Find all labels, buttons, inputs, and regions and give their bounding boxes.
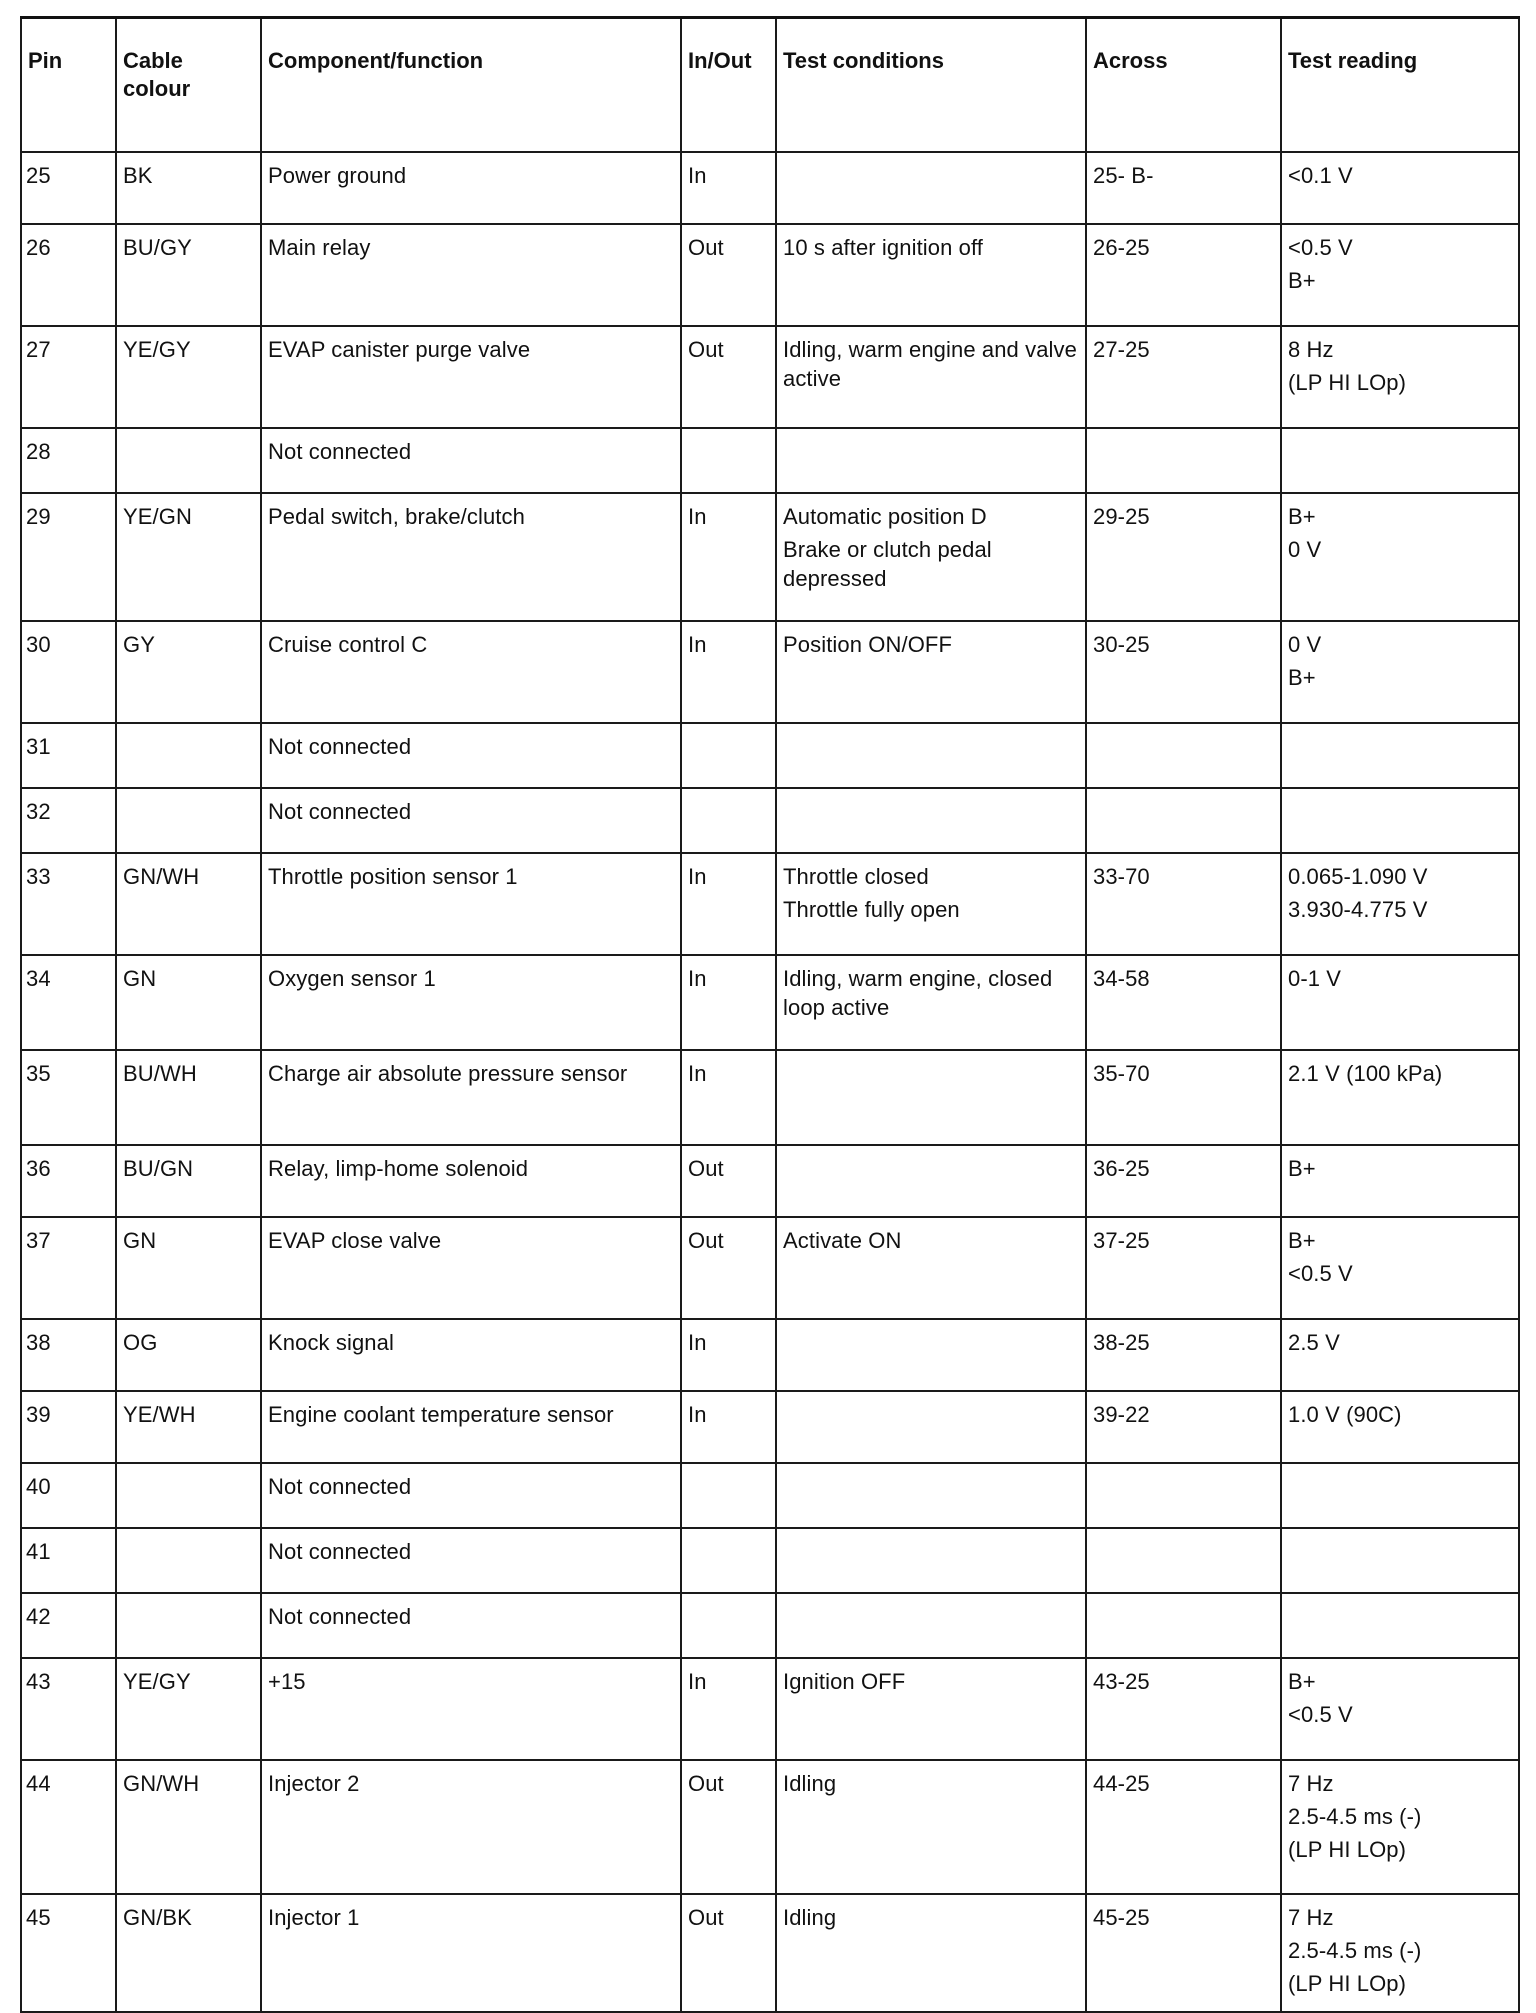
across-cell	[1086, 1463, 1281, 1528]
test-conditions-cell-line: Idling, warm engine and valve active	[783, 337, 1077, 391]
across-cell: 33-70	[1086, 853, 1281, 955]
test-reading-cell	[1281, 1760, 1519, 1894]
test-conditions-cell	[776, 1463, 1086, 1528]
test-reading-cell	[1281, 723, 1519, 788]
in-out-cell	[681, 1528, 776, 1593]
header-test-reading: Test reading	[1281, 18, 1519, 153]
cable-colour-cell: GN	[116, 955, 261, 1050]
test-reading-cell-line: B+	[1288, 504, 1316, 529]
test-reading-cell-line: (LP HI LOp)	[1288, 1971, 1407, 1996]
test-reading-cell-line: B+	[1288, 1228, 1316, 1253]
test-conditions-cell	[776, 621, 1086, 723]
test-conditions-cell	[776, 224, 1086, 326]
test-reading-cell	[1281, 1050, 1519, 1145]
test-reading-cell-line: 2.5 V	[1288, 1330, 1340, 1355]
across-cell: 36-25	[1086, 1145, 1281, 1217]
component-cell: Knock signal	[261, 1319, 681, 1391]
cable-colour-cell: BK	[116, 152, 261, 224]
pin-cell: 26	[21, 224, 116, 326]
table-row	[21, 224, 1519, 326]
test-reading-cell	[1281, 1894, 1519, 2012]
in-out-cell	[681, 723, 776, 788]
in-out-cell: In	[681, 955, 776, 1050]
in-out-cell: Out	[681, 1145, 776, 1217]
test-reading-cell	[1281, 1319, 1519, 1391]
test-reading-cell-line: 0 V	[1288, 632, 1322, 657]
test-conditions-cell-line: Automatic position D	[783, 504, 987, 529]
table-row	[21, 1528, 1519, 1593]
cable-colour-cell	[116, 428, 261, 493]
component-cell: EVAP canister purge valve	[261, 326, 681, 428]
test-conditions-cell	[776, 493, 1086, 621]
component-cell: Not connected	[261, 723, 681, 788]
test-conditions-cell	[776, 1528, 1086, 1593]
header-row	[21, 18, 1519, 153]
pin-cell: 43	[21, 1658, 116, 1760]
test-reading-cell-line: <0.1 V	[1288, 163, 1353, 188]
component-cell: Charge air absolute pressure sensor	[261, 1050, 681, 1145]
test-reading-cell	[1281, 428, 1519, 493]
test-reading-cell	[1281, 1145, 1519, 1217]
cable-colour-cell	[116, 1593, 261, 1658]
test-reading-cell	[1281, 955, 1519, 1050]
in-out-cell	[681, 788, 776, 853]
header-cable-colour: Cable colour	[116, 18, 261, 153]
across-cell: 45-25	[1086, 1894, 1281, 2012]
test-conditions-cell	[776, 955, 1086, 1050]
test-reading-cell-line: 2.5-4.5 ms (-)	[1288, 1938, 1422, 1963]
component-cell: Cruise control C	[261, 621, 681, 723]
cable-colour-cell	[116, 1463, 261, 1528]
cable-colour-cell: OG	[116, 1319, 261, 1391]
table-row	[21, 493, 1519, 621]
cable-colour-cell: YE/GY	[116, 326, 261, 428]
across-cell: 34-58	[1086, 955, 1281, 1050]
across-cell: 29-25	[1086, 493, 1281, 621]
pin-cell: 29	[21, 493, 116, 621]
test-reading-cell-line: 0-1 V	[1288, 966, 1342, 991]
component-cell: Oxygen sensor 1	[261, 955, 681, 1050]
test-reading-cell-line: (LP HI LOp)	[1288, 370, 1407, 395]
test-reading-cell	[1281, 1217, 1519, 1319]
test-reading-cell-line: 2.5-4.5 ms (-)	[1288, 1804, 1422, 1829]
test-conditions-cell-line: Ignition OFF	[783, 1669, 906, 1694]
table-row	[21, 621, 1519, 723]
test-conditions-cell-line: Throttle fully open	[783, 897, 960, 922]
header-pin: Pin	[21, 18, 116, 153]
test-reading-cell	[1281, 1593, 1519, 1658]
test-reading-cell-line: <0.5 V	[1288, 1702, 1353, 1727]
test-conditions-cell	[776, 428, 1086, 493]
across-cell: 39-22	[1086, 1391, 1281, 1463]
in-out-cell: Out	[681, 1217, 776, 1319]
test-reading-cell-line: 2.1 V (100 kPa)	[1288, 1061, 1443, 1086]
across-cell	[1086, 1528, 1281, 1593]
test-reading-cell	[1281, 224, 1519, 326]
test-conditions-cell	[776, 1894, 1086, 2012]
component-cell: Relay, limp-home solenoid	[261, 1145, 681, 1217]
cable-colour-cell: BU/GY	[116, 224, 261, 326]
table-row	[21, 428, 1519, 493]
in-out-cell: In	[681, 1319, 776, 1391]
in-out-cell: Out	[681, 1894, 776, 2012]
component-cell: Main relay	[261, 224, 681, 326]
table-row	[21, 723, 1519, 788]
in-out-cell: In	[681, 493, 776, 621]
test-conditions-cell-line: Brake or clutch pedal depressed	[783, 537, 992, 591]
in-out-cell: In	[681, 1658, 776, 1760]
across-cell	[1086, 1593, 1281, 1658]
test-reading-cell	[1281, 1391, 1519, 1463]
cable-colour-cell: GN/WH	[116, 853, 261, 955]
test-conditions-cell	[776, 1050, 1086, 1145]
in-out-cell: In	[681, 853, 776, 955]
in-out-cell	[681, 1593, 776, 1658]
test-reading-cell-line: 7 Hz	[1288, 1771, 1334, 1796]
pin-cell: 25	[21, 152, 116, 224]
table-row	[21, 152, 1519, 224]
across-cell: 26-25	[1086, 224, 1281, 326]
header-component-function: Component/function	[261, 18, 681, 153]
cable-colour-cell: GN/WH	[116, 1760, 261, 1894]
table-row	[21, 1319, 1519, 1391]
across-cell	[1086, 788, 1281, 853]
test-reading-cell-line: 1.0 V (90C)	[1288, 1402, 1402, 1427]
table-row	[21, 853, 1519, 955]
across-cell: 44-25	[1086, 1760, 1281, 1894]
in-out-cell: In	[681, 1391, 776, 1463]
test-reading-cell-line: B+	[1288, 665, 1316, 690]
test-reading-cell	[1281, 1463, 1519, 1528]
in-out-cell	[681, 1463, 776, 1528]
component-cell: Pedal switch, brake/clutch	[261, 493, 681, 621]
pin-cell: 41	[21, 1528, 116, 1593]
test-conditions-cell	[776, 853, 1086, 955]
across-cell: 27-25	[1086, 326, 1281, 428]
pin-cell: 28	[21, 428, 116, 493]
test-conditions-cell	[776, 1658, 1086, 1760]
pin-cell: 37	[21, 1217, 116, 1319]
test-conditions-cell-line: Activate ON	[783, 1228, 902, 1253]
pin-cell: 38	[21, 1319, 116, 1391]
test-reading-cell	[1281, 621, 1519, 723]
table-row	[21, 1593, 1519, 1658]
test-conditions-cell	[776, 152, 1086, 224]
table-row	[21, 1050, 1519, 1145]
test-reading-cell-line: B+	[1288, 268, 1316, 293]
cable-colour-cell	[116, 788, 261, 853]
test-conditions-cell	[776, 1391, 1086, 1463]
pin-cell: 40	[21, 1463, 116, 1528]
component-cell: Not connected	[261, 428, 681, 493]
across-cell: 30-25	[1086, 621, 1281, 723]
test-conditions-cell-line: Throttle closed	[783, 864, 929, 889]
component-cell: Not connected	[261, 1593, 681, 1658]
cable-colour-cell: GN/BK	[116, 1894, 261, 2012]
table-header	[21, 18, 1519, 153]
test-reading-cell-line: 8 Hz	[1288, 337, 1334, 362]
component-cell: Not connected	[261, 1463, 681, 1528]
test-conditions-cell	[776, 1145, 1086, 1217]
test-conditions-cell	[776, 1319, 1086, 1391]
test-reading-cell-line: 0 V	[1288, 537, 1322, 562]
in-out-cell: Out	[681, 1760, 776, 1894]
across-cell: 38-25	[1086, 1319, 1281, 1391]
cable-colour-cell: GN	[116, 1217, 261, 1319]
test-conditions-cell	[776, 1217, 1086, 1319]
test-reading-cell-line: B+	[1288, 1156, 1316, 1181]
in-out-cell: In	[681, 1050, 776, 1145]
header-test-conditions: Test conditions	[776, 18, 1086, 153]
cable-colour-cell: BU/WH	[116, 1050, 261, 1145]
component-cell: Power ground	[261, 152, 681, 224]
table-row	[21, 1894, 1519, 2012]
test-conditions-cell-line: 10 s after ignition off	[783, 235, 984, 260]
test-reading-cell-line: <0.5 V	[1288, 235, 1353, 260]
test-reading-cell-line: 7 Hz	[1288, 1905, 1334, 1930]
pin-cell: 45	[21, 1894, 116, 2012]
test-conditions-cell-line: Idling	[783, 1771, 837, 1796]
component-cell: +15	[261, 1658, 681, 1760]
cable-colour-cell: YE/GY	[116, 1658, 261, 1760]
table-row	[21, 1463, 1519, 1528]
component-cell: Injector 2	[261, 1760, 681, 1894]
table-row	[21, 1760, 1519, 1894]
pin-test-table	[20, 16, 1520, 2013]
pin-cell: 39	[21, 1391, 116, 1463]
cable-colour-cell	[116, 1528, 261, 1593]
header-in-out: In/Out	[681, 18, 776, 153]
across-cell: 25- B-	[1086, 152, 1281, 224]
cable-colour-cell: YE/GN	[116, 493, 261, 621]
table-row	[21, 1391, 1519, 1463]
in-out-cell: Out	[681, 326, 776, 428]
test-reading-cell	[1281, 1528, 1519, 1593]
test-conditions-cell	[776, 326, 1086, 428]
test-conditions-cell-line: Position ON/OFF	[783, 632, 952, 657]
across-cell: 37-25	[1086, 1217, 1281, 1319]
table-row	[21, 326, 1519, 428]
test-conditions-cell-line: Idling	[783, 1905, 837, 1930]
table-row	[21, 1145, 1519, 1217]
pin-cell: 33	[21, 853, 116, 955]
pin-cell: 34	[21, 955, 116, 1050]
test-conditions-cell	[776, 788, 1086, 853]
test-conditions-cell-line: Idling, warm engine, closed loop active	[783, 966, 1053, 1020]
table-row	[21, 788, 1519, 853]
test-reading-cell	[1281, 152, 1519, 224]
header-across: Across	[1086, 18, 1281, 153]
component-cell: Not connected	[261, 1528, 681, 1593]
cable-colour-cell: GY	[116, 621, 261, 723]
test-reading-cell-line: 0.065-1.090 V	[1288, 864, 1428, 889]
across-cell	[1086, 723, 1281, 788]
pin-cell: 27	[21, 326, 116, 428]
test-conditions-cell	[776, 1760, 1086, 1894]
test-reading-cell-line: <0.5 V	[1288, 1261, 1353, 1286]
component-cell: Engine coolant temperature sensor	[261, 1391, 681, 1463]
across-cell	[1086, 428, 1281, 493]
pin-cell: 36	[21, 1145, 116, 1217]
across-cell: 35-70	[1086, 1050, 1281, 1145]
cable-colour-cell: YE/WH	[116, 1391, 261, 1463]
cable-colour-cell: BU/GN	[116, 1145, 261, 1217]
test-conditions-cell	[776, 723, 1086, 788]
table-body	[21, 152, 1519, 2012]
pin-cell: 35	[21, 1050, 116, 1145]
table-row	[21, 1658, 1519, 1760]
component-cell: Injector 1	[261, 1894, 681, 2012]
table-row	[21, 955, 1519, 1050]
in-out-cell: Out	[681, 224, 776, 326]
in-out-cell: In	[681, 621, 776, 723]
pin-cell: 44	[21, 1760, 116, 1894]
test-reading-cell	[1281, 788, 1519, 853]
pin-cell: 32	[21, 788, 116, 853]
pin-cell: 42	[21, 1593, 116, 1658]
pin-cell: 30	[21, 621, 116, 723]
test-conditions-cell	[776, 1593, 1086, 1658]
table-row	[21, 1217, 1519, 1319]
test-reading-cell-line: 3.930-4.775 V	[1288, 897, 1428, 922]
test-reading-cell-line: (LP HI LOp)	[1288, 1837, 1407, 1862]
test-reading-cell	[1281, 1658, 1519, 1760]
across-cell: 43-25	[1086, 1658, 1281, 1760]
test-reading-cell	[1281, 853, 1519, 955]
component-cell: Not connected	[261, 788, 681, 853]
component-cell: Throttle position sensor 1	[261, 853, 681, 955]
in-out-cell: In	[681, 152, 776, 224]
pin-cell: 31	[21, 723, 116, 788]
test-reading-cell-line: B+	[1288, 1669, 1316, 1694]
test-reading-cell	[1281, 326, 1519, 428]
cable-colour-cell	[116, 723, 261, 788]
test-reading-cell	[1281, 493, 1519, 621]
in-out-cell	[681, 428, 776, 493]
component-cell: EVAP close valve	[261, 1217, 681, 1319]
